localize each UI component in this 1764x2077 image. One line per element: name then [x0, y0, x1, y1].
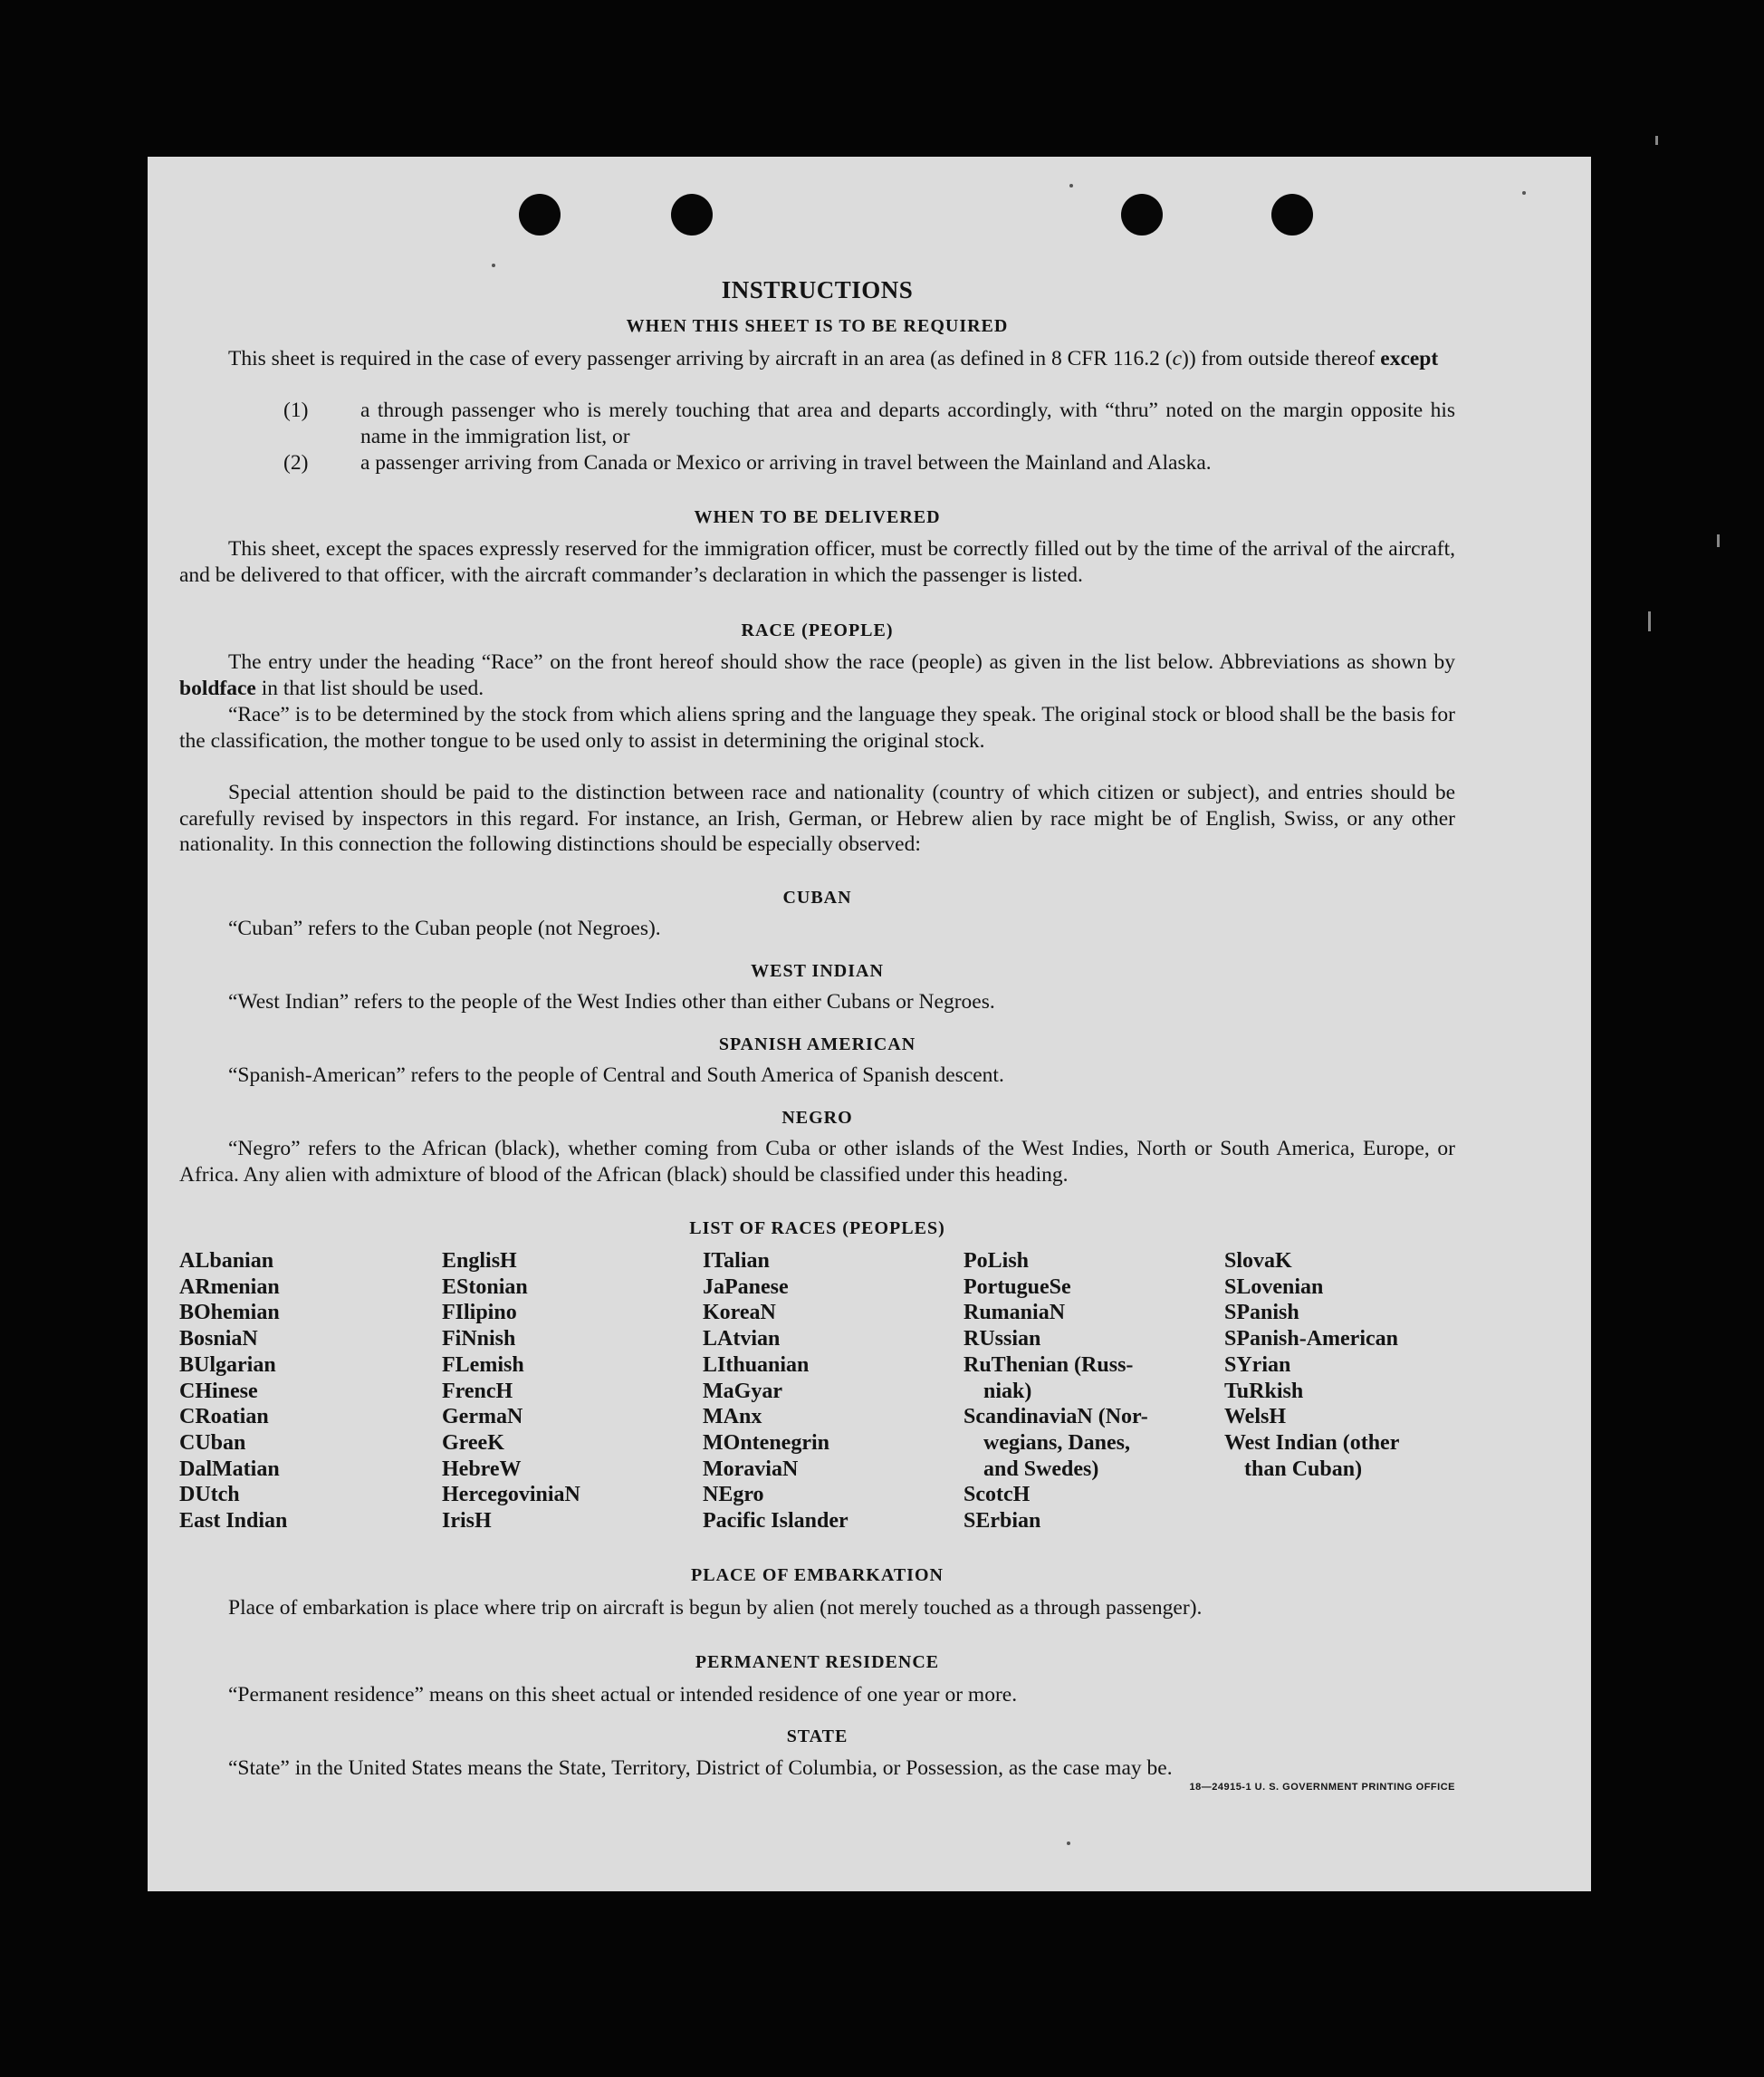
- races-column-3: [703, 1248, 848, 1534]
- paper-speck: [1522, 191, 1526, 195]
- paragraph-race-2: “Race” is to be determined by the stock from which aliens spring and the language they speak. The original stock or blood shall be the basis for the classification, the mother tongue to be used only to assist in determining the original stock.: [179, 703, 1455, 753]
- race-entry: BOhemian: [179, 1301, 280, 1325]
- race-entry: LAtvian: [703, 1327, 781, 1351]
- paper-speck: [1067, 1841, 1070, 1845]
- heading-when-required: WHEN THIS SHEET IS TO BE REQUIRED: [626, 316, 1009, 336]
- race-entry-continuation: and Swedes): [983, 1457, 1099, 1481]
- heading-cuban: CUBAN: [782, 888, 852, 908]
- document-sheet: [148, 157, 1591, 1891]
- scan-mark: [1648, 611, 1651, 631]
- race-entry: MOntenegrin: [703, 1430, 829, 1455]
- race-entry: ScotcH: [963, 1483, 1031, 1507]
- paragraph-spanish-american: “Spanish-American” refers to the people of Central and South America of Spanish descent.: [228, 1063, 1004, 1087]
- race-entry: PoLish: [963, 1249, 1030, 1273]
- scan-mark: [1717, 534, 1720, 547]
- races-column-4: [963, 1248, 1148, 1534]
- heading-permanent-residence: PERMANENT RESIDENCE: [695, 1652, 940, 1672]
- paragraph-when-delivered: This sheet, except the spaces expressly reserved for the immigration officer, must be correctly filled out by the time of the arrival of the aircraft, and be delivered to that officer, with the aircraft commander’s declaration in which the passenger is listed.: [179, 537, 1455, 587]
- scan-mark: [1655, 136, 1658, 145]
- race-entry: DalMatian: [179, 1457, 280, 1481]
- races-column-5: [1224, 1248, 1399, 1482]
- race-entry: WelsH: [1224, 1405, 1287, 1429]
- heading-when-delivered: WHEN TO BE DELIVERED: [694, 507, 941, 527]
- paragraph-race-1: The entry under the heading “Race” on the front hereof should show the race (people) as given in the list below. Abbreviations as shown by boldface in that list should be used.: [179, 650, 1455, 700]
- race-entry: HercegoviniaN: [442, 1483, 580, 1507]
- page-title: INSTRUCTIONS: [721, 276, 914, 303]
- paragraph-race-3: Special attention should be paid to the distinction between race and nationality (country of which citizen or subject), and entries should be carefully revised by inspectors in this regard. For instance, an Irish, German, or Hebrew alien by race might be of English, Swiss, or any other nationality. In this connection the following distinctions should be especially observed:: [179, 781, 1455, 857]
- heading-spanish-american: SPANISH AMERICAN: [718, 1034, 916, 1054]
- race-entry: MaGyar: [703, 1379, 782, 1403]
- race-entry: Pacific Islander: [703, 1509, 848, 1534]
- race-entry: SPanish: [1224, 1301, 1299, 1325]
- paper-speck: [492, 264, 495, 267]
- punch-hole: [1271, 194, 1313, 236]
- paragraph-when-required: This sheet is required in the case of every passenger arriving by aircraft in an area (as defined in 8 CFR 116.2 (c)) from outside thereof except: [228, 347, 1439, 370]
- race-entry: ARmenian: [179, 1274, 280, 1299]
- race-entry: West Indian (other: [1224, 1430, 1400, 1455]
- heading-race: RACE (PEOPLE): [741, 620, 894, 640]
- punch-hole: [671, 194, 713, 236]
- race-entry: LIthuanian: [703, 1352, 810, 1377]
- race-entry: EnglisH: [442, 1249, 517, 1273]
- heading-list-of-races: LIST OF RACES (PEOPLES): [689, 1218, 945, 1238]
- race-entry: GreeK: [442, 1430, 504, 1455]
- race-entry: PortugueSe: [963, 1274, 1071, 1299]
- race-entry: SErbian: [963, 1509, 1041, 1534]
- race-entry: SPanish-American: [1224, 1327, 1398, 1351]
- item-text: a passenger arriving from Canada or Mexico or arriving in travel between the Mainland and Alaska.: [360, 451, 1212, 475]
- race-entry: IrisH: [442, 1509, 492, 1534]
- race-entry: KoreaN: [703, 1301, 776, 1325]
- race-entry: RumaniaN: [963, 1301, 1066, 1325]
- race-entry: EStonian: [442, 1274, 528, 1299]
- item-number: (1): [283, 399, 309, 422]
- race-entry: TuRkish: [1224, 1379, 1304, 1403]
- race-entry: ITalian: [703, 1249, 770, 1273]
- race-entry: East Indian: [179, 1509, 288, 1534]
- race-entry: FLemish: [442, 1352, 524, 1377]
- race-entry: NEgro: [703, 1483, 764, 1507]
- exception-item-1: [283, 398, 1455, 450]
- race-entry: DUtch: [179, 1483, 240, 1507]
- heading-west-indian: WEST INDIAN: [751, 961, 884, 981]
- paper-speck: [1069, 184, 1073, 188]
- race-entry: CRoatian: [179, 1405, 269, 1429]
- race-entry: BUlgarian: [179, 1352, 276, 1377]
- race-entry: FIlipino: [442, 1301, 517, 1325]
- item-number: (2): [283, 451, 309, 475]
- race-entry: BosniaN: [179, 1327, 258, 1351]
- race-entry: SYrian: [1224, 1352, 1291, 1377]
- paragraph-residence: “Permanent residence” means on this sheet actual or intended residence of one year or more.: [228, 1683, 1018, 1707]
- race-entry-continuation: than Cuban): [1244, 1457, 1363, 1481]
- punch-hole: [1121, 194, 1163, 236]
- printing-office-code: 18—24915-1 U. S. GOVERNMENT PRINTING OFFICE: [1189, 1782, 1455, 1793]
- race-entry: FiNnish: [442, 1327, 516, 1351]
- paragraph-negro: “Negro” refers to the African (black), whether coming from Cuba or other islands of the West Indies, North or South America, Europe, or Africa. Any alien with admixture of blood of the African (black) should be classified under this heading.: [179, 1137, 1455, 1187]
- race-entry: MoraviaN: [703, 1457, 799, 1481]
- race-entry: RuThenian (Russ-: [963, 1352, 1134, 1377]
- race-entry-continuation: wegians, Danes,: [983, 1430, 1131, 1455]
- race-entry: ALbanian: [179, 1249, 274, 1273]
- races-column-1: [179, 1248, 287, 1534]
- item-text: a through passenger who is merely touching that area and departs accordingly, with “thru” noted on the margin opposite his name in the immigration list, or: [360, 399, 1455, 448]
- race-entry: MAnx: [703, 1405, 762, 1429]
- race-entry: CHinese: [179, 1379, 258, 1403]
- race-entry-continuation: niak): [983, 1379, 1032, 1403]
- paragraph-embarkation: Place of embarkation is place where trip on aircraft is begun by alien (not merely touched as a through passenger).: [228, 1596, 1203, 1620]
- heading-state: STATE: [786, 1726, 848, 1746]
- race-entry: ScandinaviaN (Nor-: [963, 1405, 1148, 1429]
- paragraph-state: “State” in the United States means the State, Territory, District of Columbia, or Possession, as the case may be.: [228, 1756, 1173, 1780]
- paragraph-west-indian: “West Indian” refers to the people of the West Indies other than either Cubans or Negroes.: [228, 990, 995, 1014]
- race-entry: RUssian: [963, 1327, 1041, 1351]
- race-entry: SlovaK: [1224, 1249, 1292, 1273]
- race-entry: GermaN: [442, 1405, 523, 1429]
- race-entry: CUban: [179, 1430, 246, 1455]
- paragraph-cuban: “Cuban” refers to the Cuban people (not Negroes).: [228, 917, 661, 940]
- exception-item-2: [283, 450, 1455, 503]
- races-column-2: [442, 1248, 580, 1534]
- punch-hole: [519, 194, 561, 236]
- race-entry: SLovenian: [1224, 1274, 1324, 1299]
- heading-negro: NEGRO: [781, 1108, 853, 1128]
- heading-place-of-embarkation: PLACE OF EMBARKATION: [691, 1565, 944, 1585]
- race-entry: JaPanese: [703, 1274, 789, 1299]
- race-entry: HebreW: [442, 1457, 522, 1481]
- race-entry: FrencH: [442, 1379, 513, 1403]
